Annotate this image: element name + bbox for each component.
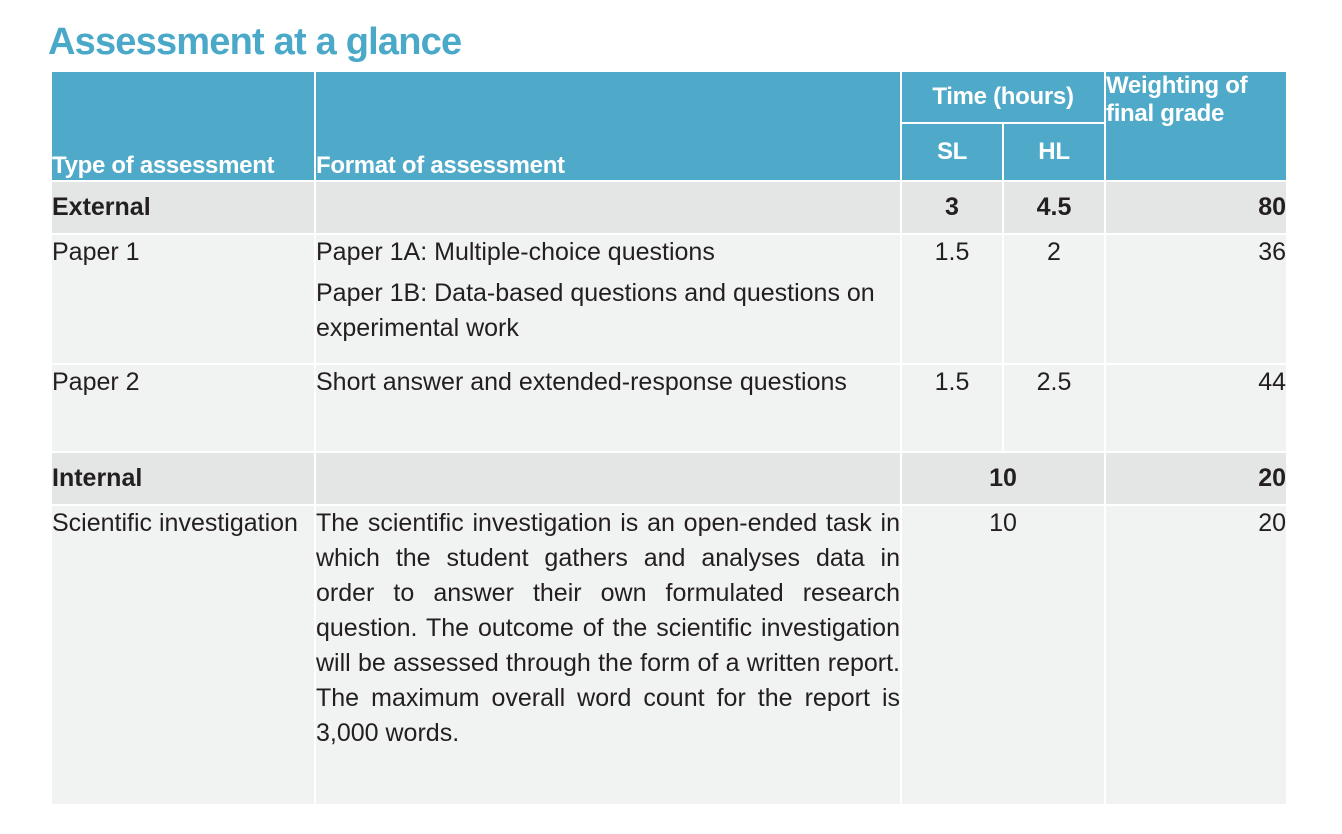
- header-format: Format of assessment: [315, 71, 901, 181]
- section-row-external: [51, 181, 1287, 234]
- header-time: Time (hours): [901, 71, 1105, 123]
- internal-weighting: 20: [1105, 452, 1287, 505]
- scientific-time: 10: [901, 505, 1105, 805]
- external-weighting: 80: [1105, 181, 1287, 234]
- paper1-sl: 1.5: [901, 234, 1003, 364]
- internal-time: 10: [901, 452, 1105, 505]
- paper1-format: [315, 234, 901, 364]
- external-label: External: [51, 181, 315, 234]
- internal-label: Internal: [51, 452, 315, 505]
- paper1-format-2: Paper 1B: Data-based questions and questions on experimental work: [316, 279, 875, 342]
- scientific-label: Scientific investigation: [51, 505, 315, 805]
- scientific-format: The scientific investigation is an open-ended task in which the student gathers and analyses data in order to answer their own formulated research question. The outcome of the scientific investigation will be assessed through the form of a written report. The maximum overall word count for the report is 3,000 words.: [315, 505, 901, 805]
- scientific-weighting: 20: [1105, 505, 1287, 805]
- paper1-label: Paper 1: [51, 234, 315, 364]
- table-row-paper1: [51, 234, 1287, 364]
- table-row-scientific: [51, 505, 1287, 805]
- header-weighting: Weighting of final grade: [1105, 71, 1287, 181]
- paper2-label: Paper 2: [51, 364, 315, 452]
- external-format: [315, 181, 901, 234]
- assessment-table: [50, 70, 1288, 806]
- header-hl: HL: [1003, 123, 1105, 181]
- paper2-weighting: 44: [1105, 364, 1287, 452]
- paper2-sl: 1.5: [901, 364, 1003, 452]
- section-row-internal: [51, 452, 1287, 505]
- internal-format: [315, 452, 901, 505]
- header-type: Type of assessment: [51, 71, 315, 181]
- paper1-format-1: Paper 1A: Multiple-choice questions: [316, 238, 715, 266]
- page-title: Assessment at a glance: [48, 21, 462, 63]
- paper2-format: Short answer and extended-response questions: [315, 364, 901, 452]
- header-sl: SL: [901, 123, 1003, 181]
- paper2-hl: 2.5: [1003, 364, 1105, 452]
- external-hl: 4.5: [1003, 181, 1105, 234]
- paper1-hl: 2: [1003, 234, 1105, 364]
- paper1-weighting: 36: [1105, 234, 1287, 364]
- external-sl: 3: [901, 181, 1003, 234]
- table-row-paper2: [51, 364, 1287, 452]
